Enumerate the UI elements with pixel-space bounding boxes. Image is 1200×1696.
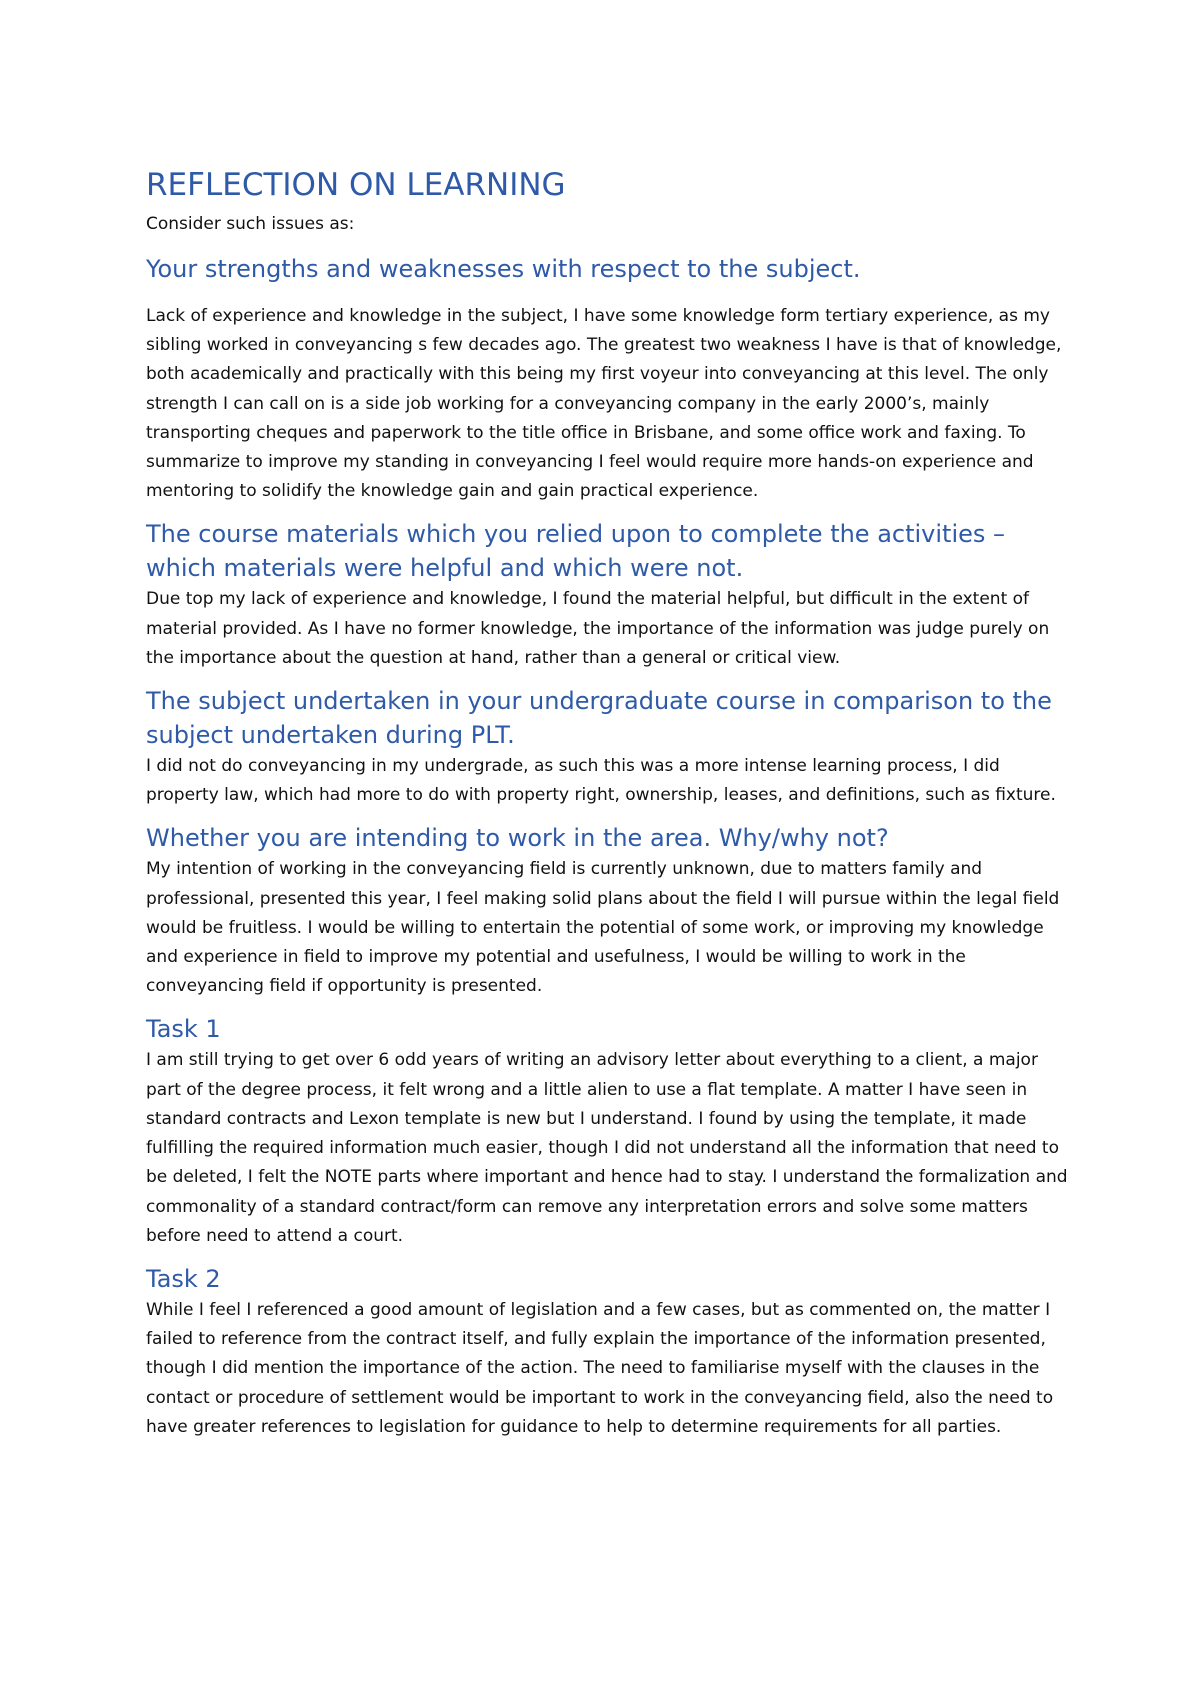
section-body-strengths: Lack of experience and knowledge in the subject, I have some knowledge form tertiary experience, as my sibling worked in conveyancing s few decades ago. The greatest two weakness I have is that of knowledge, both academically and practically with this being my first voyeur into conveyancing at this level. The only strength I can call on is a side job working for a conveyancing company in the early 2000’s, mainly transporting cheques and paperwork to the title office in Brisbane, and some office work and faxing. To summarize to improve my standing in conveyancing I feel would require more hands-on experience and mentoring to solidify the knowledge gain and gain practical experience. [146,306,1062,502]
section-body-task-2: While I feel I referenced a good amount of legislation and a few cases, but as commented on, the matter I failed to reference from the contract itself, and fully explain the importance of the information presented, though I did mention the importance of the action. The need to familiarise myself with the clauses in the contact or procedure of settlement would be important to work in the conveyancing field, also the need to have greater references to legislation for guidance to help to determine requirements for all parties. [146,1299,1054,1437]
intro-text: Consider such issues as: [146,213,355,234]
section-body-comparison: I did not do conveyancing in my undergrade, as such this was a more intense learning process, I did property law, which had more to do with property right, ownership, leases, and definitions, such as fixture. [146,756,1056,806]
section-heading-task-2: Task 2 [146,1264,221,1293]
section-heading-task-1: Task 1 [146,1015,221,1044]
section-heading-comparison: The subject undertaken in your undergraduate course in comparison to the subject undertaken during PLT. [146,687,1052,750]
document-page [146,168,1076,1453]
section-heading-intention: Whether you are intending to work in the area. Why/why not? [146,824,889,853]
section-heading-strengths: Your strengths and weaknesses with respect to the subject. [146,255,861,284]
section-heading-materials: The course materials which you relied upon to complete the activities – which materials were helpful and which were not. [146,520,1006,583]
section-body-materials: Due top my lack of experience and knowledge, I found the material helpful, but difficult in the extent of material provided. As I have no former knowledge, the importance of the information was judge purely on the importance about the question at hand, rather than a general or critical view. [146,589,1050,668]
document-title: REFLECTION ON LEARNING [146,167,566,203]
section-body-task-1: I am still trying to get over 6 odd years of writing an advisory letter about everything to a client, a major part of the degree process, it felt wrong and a little alien to use a flat template. A matter I have seen in standard contracts and Lexon template is new but I understand. I found by using the template, it made fulfilling the required information much easier, though I did not understand all the information that need to be deleted, I felt the NOTE parts where important and hence had to stay. I understand the formalization and commonality of a standard contract/form can remove any interpretation errors and solve some matters before need to attend a court. [146,1050,1068,1246]
section-body-intention: My intention of working in the conveyancing field is currently unknown, due to matters family and professional, presented this year, I feel making solid plans about the field I will pursue within the legal field would be fruitless. I would be willing to entertain the potential of some work, or improving my knowledge and experience in field to improve my potential and usefulness, I would be willing to work in the conveyancing field if opportunity is presented. [146,859,1060,997]
